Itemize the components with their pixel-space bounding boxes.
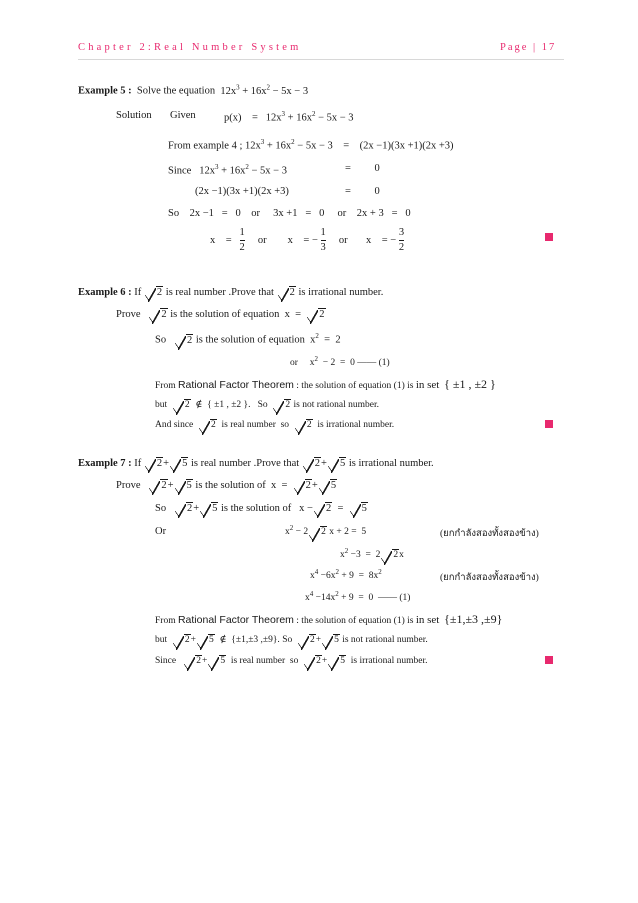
end-mark-square [545, 420, 553, 428]
ex7-or-eq: $x^2 - 2$ 2 x + 2 = 5 [285, 524, 367, 538]
example-7-label: Example 7 : [78, 458, 132, 469]
example-6-label: Example 6 : [78, 287, 132, 298]
since-line: Since $12x^3 + 16x^2 - 5x - 3$ [168, 163, 287, 177]
solutions-line: x = $\frac{1}{2}$ or x = − $\frac{1}{3}$ or x = − $\frac{3}{2}$ [210, 227, 405, 253]
given-equation: p(x) = $12x^3 + 16x^2 - 5x - 3$ [224, 110, 354, 124]
example-5-label: Example 5 : [78, 85, 132, 97]
ex6-prove-line: Prove 2 is the solution of equation x = 2 [116, 309, 325, 320]
example-5-line [78, 83, 308, 97]
example-7-line: Example 7 : If 2+ 5 is real number .Prove that 2+ 5 is irrational number. [78, 458, 434, 469]
example-5-problem: Solve the equation [136, 85, 216, 97]
ex7-thai-note: (ยกกำลังสองทั้งสองข้าง) [440, 573, 539, 583]
given-label: Given [170, 110, 196, 121]
factored-line: (2x −1)(3x +1)(2x +3) [195, 186, 289, 197]
ex7-since-line: Since 2+ 5 is real number so 2+ 5 is irrational number. [155, 656, 428, 666]
ex7-step4: $x^4 -14x^2 + 9 = 0$ —— (1) [305, 590, 411, 604]
from-example-4-line: From example 4 ; $12x^3 + 16x^2 - 5x - 3$ = (2x −1)(3x +1)(2x +3) [168, 138, 454, 152]
so-line: So 2x −1 = 0 or 3x +1 = 0 or 2x + 3 = 0 [168, 208, 411, 219]
ex6-andsince-line: And since 2 is real number so 2 is irrational number. [155, 420, 395, 430]
ex7-prove-line: Prove 2+ 5 is the solution of x = 2+ 5 [116, 480, 337, 491]
ex7-but-line: but 2+ 5 ∉ {±1,±3 ,±9}. So 2+ 5 is not rational number. [155, 635, 428, 645]
ex7-or-label: Or [155, 526, 167, 537]
since-eq: = 0 [345, 163, 380, 174]
ex6-or-line: or $x^2 - 2 = 0$ —— (1) [290, 355, 390, 369]
end-mark-square [545, 233, 553, 241]
example-5-equation: $12x^3 + 16x^2 - 5x - 3$ [220, 83, 309, 97]
ex6-from-line: From Rational Factor Theorem : the solution of equation (1) is in set { ±1 , ±2 } [155, 377, 496, 391]
end-mark-square [545, 656, 553, 664]
ex7-step3: $x^4 -6x^2 + 9 = 8x^2$ [310, 568, 382, 582]
ex6-so-line: So 2 is the solution of equation $x^2 = 2$ [155, 332, 341, 346]
factored-eq: = 0 [345, 186, 380, 197]
ex7-thai-note: (ยกกำลังสองทั้งสองข้าง) [440, 529, 539, 539]
ex7-step2: $x^2 -3 = 2$ 2x [340, 547, 404, 561]
page-number: Page | 17 [500, 42, 557, 53]
solution-label: Solution [116, 110, 152, 121]
ex7-from-line: From Rational Factor Theorem : the solution of equation (1) is in set {±1,±3 ,±9} [155, 612, 503, 626]
ex7-so-line: So 2+ 5 is the solution of x − 2 = 5 [155, 503, 367, 514]
ex6-but-line: but 2 ∉ { ±1 , ±2 }. So 2 is not rational number. [155, 400, 380, 410]
header-rule [78, 59, 564, 60]
chapter-header: Chapter 2:Real Number System [78, 42, 302, 53]
example-6-line: Example 6 : If 2 is real number .Prove that 2 is irrational number. [78, 287, 384, 298]
